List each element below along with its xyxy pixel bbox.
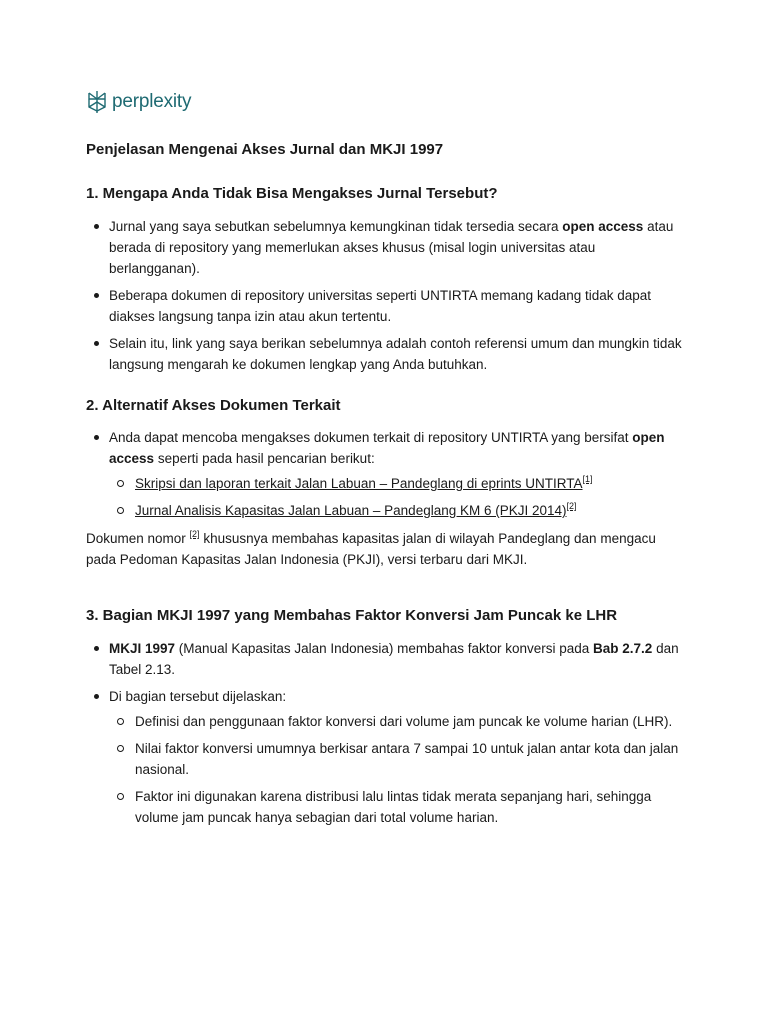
list-item: Jurnal yang saya sebutkan sebelumnya kemungkinan tidak tersedia secara open access atau berada di repository yang memerlukan akses khusus (misal login universitas atau berlangganan). — [86, 216, 682, 279]
citation-ref-1[interactable]: [1] — [582, 474, 593, 484]
section-2-list — [86, 427, 682, 527]
list-item: Beberapa dokumen di repository universitas seperti UNTIRTA memang kadang tidak dapat diakses langsung tanpa izin atau akun tertentu. — [86, 285, 682, 327]
logo-text: perplexity — [112, 91, 192, 112]
section-3-list — [86, 638, 682, 834]
section-2-heading: 2. Alternatif Akses Dokumen Terkait — [86, 397, 341, 414]
list-item: Selain itu, link yang saya berikan sebelumnya adalah contoh referensi umum dan mungkin tidak langsung mengarah ke dokumen lengkap yang Anda butuhkan. — [86, 333, 682, 375]
list-item: Definisi dan penggunaan faktor konversi dari volume jam puncak ke volume harian (LHR). — [109, 711, 682, 732]
list-item: Anda dapat mencoba mengakses dokumen terkait di repository UNTIRTA yang bersifat open access seperti pada hasil pencarian berikut: Skripsi dan laporan terkait Jalan Labuan – Pandeglang di eprints UNTIRTA[1] Jurnal Analisis Kapasitas Jalan Labuan – Pandeglang KM 6 (PKJI 2014)[2] — [86, 427, 682, 521]
link-skripsi-untirta[interactable]: Skripsi dan laporan terkait Jalan Labuan – Pandeglang di eprints UNTIRTA — [135, 476, 583, 491]
list-item — [109, 473, 682, 494]
document-title: Penjelasan Mengenai Akses Jurnal dan MKJI 1997 — [86, 141, 444, 158]
section-1-heading: 1. Mengapa Anda Tidak Bisa Mengakses Jurnal Tersebut? — [86, 185, 498, 202]
section-1-list — [86, 216, 682, 381]
section-2-paragraph: Dokumen nomor [2] khususnya membahas kapasitas jalan di wilayah Pandeglang dan mengacu pada Pedoman Kapasitas Jalan Indonesia (PKJI), versi terbaru dari MKJI. — [86, 529, 656, 567]
list-item — [109, 500, 682, 521]
perplexity-logo-icon — [86, 90, 108, 114]
list-item: Di bagian tersebut dijelaskan: Definisi dan penggunaan faktor konversi dari volume jam puncak ke volume harian (LHR). Nilai faktor konversi umumnya berkisar antara 7 sampai 10 untuk jalan antar kota dan jalan nasional. Faktor ini digunakan karena distribusi lalu lintas tidak merata sepanjang hari, sehingga volume jam puncak hanya sebagian dari total volume harian. — [86, 686, 682, 828]
citation-ref-2[interactable]: [2] — [566, 501, 577, 511]
section-3-heading: 3. Bagian MKJI 1997 yang Membahas Faktor Konversi Jam Puncak ke LHR — [86, 607, 618, 624]
list-item: MKJI 1997 (Manual Kapasitas Jalan Indonesia) membahas faktor konversi pada Bab 2.7.2 dan Tabel 2.13. — [86, 638, 682, 680]
list-item: Nilai faktor konversi umumnya berkisar antara 7 sampai 10 untuk jalan antar kota dan jalan nasional. — [109, 738, 682, 780]
perplexity-logo — [86, 88, 191, 116]
list-item: Faktor ini digunakan karena distribusi lalu lintas tidak merata sepanjang hari, sehingga volume jam puncak hanya sebagian dari total volume harian. — [109, 786, 682, 828]
link-jurnal-pkji[interactable]: Jurnal Analisis Kapasitas Jalan Labuan – Pandeglang KM 6 (PKJI 2014) — [135, 503, 567, 518]
citation-ref-2-inline[interactable]: [2] — [189, 529, 200, 539]
section-3-sublist — [109, 711, 682, 828]
reference-links-list — [109, 473, 682, 521]
